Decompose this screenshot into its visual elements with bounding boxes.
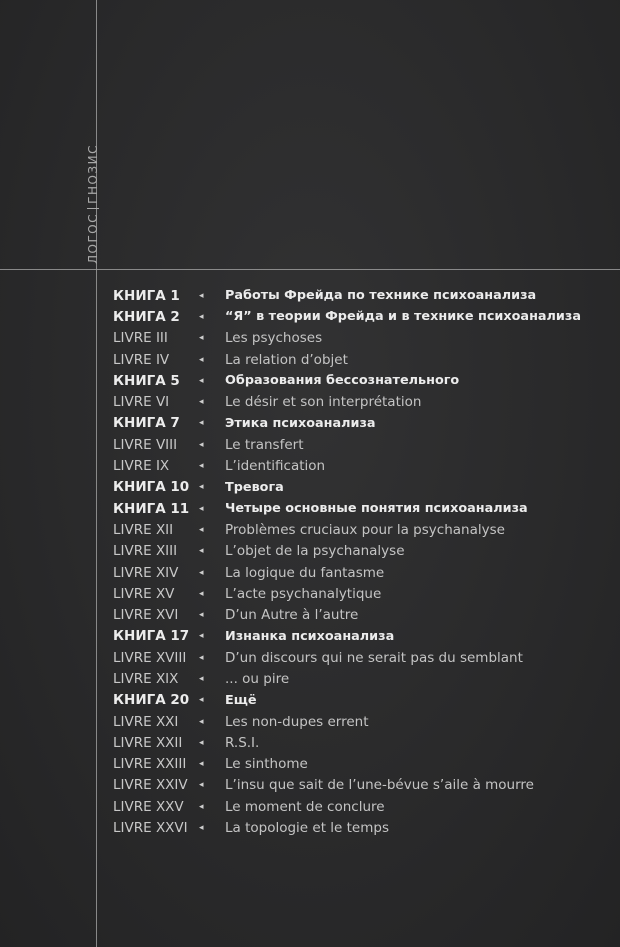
book-title: ... ou pire <box>225 670 290 687</box>
arrow-bullet-icon: ◂ <box>199 311 204 322</box>
book-list-item <box>113 711 613 732</box>
arrow-bullet-icon: ◂ <box>199 461 204 472</box>
book-title: Le sinthome <box>225 756 308 773</box>
arrow-bullet-icon: ◂ <box>199 673 204 684</box>
book-title: R.S.I. <box>225 734 260 751</box>
book-title: Изнанка психоанализа <box>225 628 395 644</box>
book-number-label: КНИГА 10 <box>113 479 190 496</box>
arrow-bullet-icon: ◂ <box>199 567 204 578</box>
book-list-item <box>113 434 613 455</box>
seminar-book-list <box>113 285 613 839</box>
book-title: Тревога <box>225 479 284 495</box>
book-number-label: LIVRE VI <box>113 394 170 411</box>
arrow-bullet-icon: ◂ <box>199 333 204 344</box>
book-number-label: LIVRE XV <box>113 585 175 602</box>
book-list-item <box>113 562 613 583</box>
book-list-item <box>113 647 613 668</box>
book-list-item <box>113 391 613 412</box>
book-list-item <box>113 413 613 434</box>
book-title: Le transfert <box>225 436 304 453</box>
book-title: Le désir et son interprétation <box>225 394 422 411</box>
book-number-label: LIVRE XXIII <box>113 756 187 773</box>
book-list-item <box>113 775 613 796</box>
book-list-item <box>113 604 613 625</box>
book-number-label: LIVRE IV <box>113 351 170 368</box>
arrow-bullet-icon: ◂ <box>199 801 204 812</box>
book-title: L’identification <box>225 458 326 475</box>
arrow-bullet-icon: ◂ <box>199 524 204 535</box>
vertical-rule <box>96 0 97 947</box>
book-title: L’acte psychanalytique <box>225 585 382 602</box>
arrow-bullet-icon: ◂ <box>199 588 204 599</box>
book-title: Les psychoses <box>225 330 323 347</box>
arrow-bullet-icon: ◂ <box>199 823 204 834</box>
arrow-bullet-icon: ◂ <box>199 482 204 493</box>
book-number-label: LIVRE XVIII <box>113 649 187 666</box>
book-list-item <box>113 477 613 498</box>
book-number-label: LIVRE IX <box>113 458 170 475</box>
book-list-item <box>113 455 613 476</box>
book-title: D’un Autre à l’autre <box>225 607 359 624</box>
book-number-label: КНИГА 20 <box>113 692 190 709</box>
arrow-bullet-icon: ◂ <box>199 695 204 706</box>
book-title: La relation d’objet <box>225 351 348 368</box>
book-list-item <box>113 541 613 562</box>
arrow-bullet-icon: ◂ <box>199 716 204 727</box>
book-number-label: LIVRE XXVI <box>113 820 188 837</box>
arrow-bullet-icon: ◂ <box>199 546 204 557</box>
book-number-label: LIVRE VIII <box>113 436 178 453</box>
book-list-item <box>113 328 613 349</box>
book-list-item <box>113 519 613 540</box>
book-list-item <box>113 817 613 838</box>
arrow-bullet-icon: ◂ <box>199 290 204 301</box>
book-number-label: КНИГА 11 <box>113 500 190 517</box>
book-title: Le moment de conclure <box>225 798 385 815</box>
arrow-bullet-icon: ◂ <box>199 780 204 791</box>
publisher-imprint <box>86 144 100 264</box>
book-list-item <box>113 690 613 711</box>
book-title: La logique du fantasme <box>225 564 385 581</box>
book-title: Образования бессознательного <box>225 373 460 389</box>
arrow-bullet-icon: ◂ <box>199 354 204 365</box>
arrow-bullet-icon: ◂ <box>199 418 204 429</box>
book-title: Этика психоанализа <box>225 415 376 431</box>
book-number-label: LIVRE XXIV <box>113 777 188 794</box>
book-title: L’objet de la psychanalyse <box>225 543 405 560</box>
arrow-bullet-icon: ◂ <box>199 652 204 663</box>
book-title: “Я” в теории Фрейда и в технике психоанализа <box>225 309 581 325</box>
publisher-left-word: ЛОГОС <box>86 212 100 264</box>
book-title: Четыре основные понятия психоанализа <box>225 501 528 517</box>
horizontal-rule <box>0 269 620 270</box>
arrow-bullet-icon: ◂ <box>199 375 204 386</box>
book-number-label: LIVRE XIII <box>113 543 178 560</box>
book-title: L’insu que sait de l’une-bévue s’aile à mourre <box>225 777 534 794</box>
book-number-label: LIVRE XIX <box>113 670 179 687</box>
book-number-label: КНИГА 2 <box>113 308 180 325</box>
publisher-separator <box>87 208 99 209</box>
book-list-item <box>113 498 613 519</box>
book-number-label: LIVRE XXI <box>113 713 179 730</box>
book-list-item <box>113 626 613 647</box>
arrow-bullet-icon: ◂ <box>199 631 204 642</box>
book-number-label: LIVRE XII <box>113 521 174 538</box>
book-list-item <box>113 349 613 370</box>
book-number-label: LIVRE III <box>113 330 168 347</box>
book-list-item <box>113 583 613 604</box>
book-number-label: КНИГА 1 <box>113 287 180 304</box>
book-number-label: КНИГА 7 <box>113 415 180 432</box>
arrow-bullet-icon: ◂ <box>199 610 204 621</box>
book-title: Problèmes cruciaux pour la psychanalyse <box>225 521 505 538</box>
arrow-bullet-icon: ◂ <box>199 397 204 408</box>
book-list-item <box>113 754 613 775</box>
book-list-item <box>113 796 613 817</box>
book-title: La topologie et le temps <box>225 820 389 837</box>
arrow-bullet-icon: ◂ <box>199 503 204 514</box>
publisher-right-word: ГНОЗИС <box>86 144 100 204</box>
arrow-bullet-icon: ◂ <box>199 439 204 450</box>
book-title: Les non-dupes errent <box>225 713 369 730</box>
book-number-label: КНИГА 17 <box>113 628 190 645</box>
book-title: D’un discours qui ne serait pas du semblant <box>225 649 523 666</box>
book-number-label: LIVRE XVI <box>113 607 179 624</box>
book-number-label: КНИГА 5 <box>113 372 180 389</box>
arrow-bullet-icon: ◂ <box>199 737 204 748</box>
book-number-label: LIVRE XIV <box>113 564 179 581</box>
book-list-item <box>113 732 613 753</box>
book-number-label: LIVRE XXV <box>113 798 184 815</box>
book-list-item <box>113 668 613 689</box>
arrow-bullet-icon: ◂ <box>199 759 204 770</box>
book-title: Работы Фрейда по технике психоанализа <box>225 288 537 304</box>
book-list-item <box>113 370 613 391</box>
book-list-item <box>113 306 613 327</box>
book-number-label: LIVRE XXII <box>113 734 183 751</box>
book-list-item <box>113 285 613 306</box>
book-title: Ещё <box>225 692 257 708</box>
